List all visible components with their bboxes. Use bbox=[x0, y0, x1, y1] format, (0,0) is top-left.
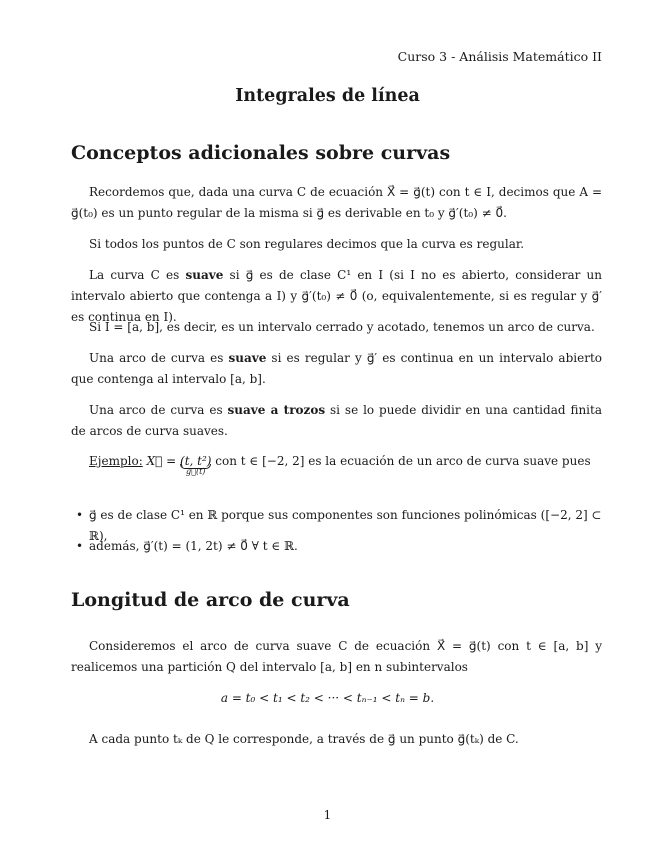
example-label: Ejemplo: bbox=[89, 454, 143, 468]
underbrace-label: g⃗(t) bbox=[186, 467, 206, 476]
bullet-dot: • bbox=[76, 508, 84, 522]
text-run: si es regular y g⃗′ es continua en un intervalo abierto que contenga al intervalo [a, b]. bbox=[71, 351, 602, 386]
bullet-item-2 bbox=[76, 536, 602, 557]
paragraph-arco-suave bbox=[71, 348, 602, 390]
term-suave: suave bbox=[228, 351, 267, 365]
term-suave-a-trozos: suave a trozos bbox=[227, 403, 326, 417]
running-header: Curso 3 - Análisis Matemático II bbox=[397, 49, 602, 64]
term-suave: suave bbox=[185, 268, 224, 282]
section-title-conceptos: Conceptos adicionales sobre curvas bbox=[71, 142, 451, 164]
example-rest: con t ∈ [−2, 2] es la ecuación de un arco de curva suave pues bbox=[211, 454, 591, 468]
text-run: La curva C es bbox=[89, 268, 186, 282]
text-run: si g⃗ es de clase C¹ en I (si I no es abierto, considerar un intervalo abierto que contenga a I) y g⃗′(t₀) ≠ 0⃗ (o, equivalentemente, si es regular y g⃗′ es continua en I). bbox=[71, 268, 602, 324]
document-title: Integrales de línea bbox=[235, 86, 420, 106]
underbrace-content: (t, t²) bbox=[180, 454, 212, 468]
example-line bbox=[89, 451, 602, 476]
text-run: si se lo puede dividir en una cantidad finita de arcos de curva suaves. bbox=[71, 403, 602, 438]
bullet-text: g⃗ es de clase C¹ en ℝ porque sus componentes son funciones polinómicas ([−2, 2] ⊂ ℝ), bbox=[89, 508, 602, 543]
paragraph-particion: Consideremos el arco de curva suave C de ecuación X⃗ = g⃗(t) con t ∈ [a, b] y realicemos una partición Q del intervalo [a, b] en n subintervalos bbox=[71, 639, 602, 674]
example-eq-lhs: X⃗ = bbox=[146, 454, 181, 468]
underbrace-expression bbox=[180, 451, 212, 476]
section-title-longitud: Longitud de arco de curva bbox=[71, 589, 350, 611]
bullet-dot: • bbox=[76, 539, 84, 553]
paragraph-curva-regular: Si todos los puntos de C son regulares decimos que la curva es regular. bbox=[89, 237, 525, 251]
bullet-text: además, g⃗′(t) = (1, 2t) ≠ 0⃗ ∀ t ∈ ℝ. bbox=[89, 539, 298, 553]
paragraph-punto-regular: Recordemos que, dada una curva C de ecuación X⃗ = g⃗(t) con t ∈ I, decimos que A = g⃗(t₀) es un punto regular de la misma si g⃗ es derivable en t₀ y g⃗′(t₀) ≠ 0⃗. bbox=[71, 185, 602, 220]
paragraph-arco-de-curva: Si I = [a, b], es decir, es un intervalo cerrado y acotado, tenemos un arco de curva. bbox=[89, 320, 595, 334]
paragraph-punto-tk: A cada punto tₖ de Q le corresponde, a través de g⃗ un punto g⃗(tₖ) de C. bbox=[89, 732, 519, 746]
paragraph-suave-a-trozos bbox=[71, 400, 602, 442]
page-number: 1 bbox=[323, 808, 332, 822]
text-run: Una arco de curva es bbox=[89, 403, 228, 417]
text-run: Una arco de curva es bbox=[89, 351, 229, 365]
display-equation-particion: a = t₀ < t₁ < t₂ < ··· < tₙ₋₁ < tₙ = b. bbox=[220, 691, 435, 705]
